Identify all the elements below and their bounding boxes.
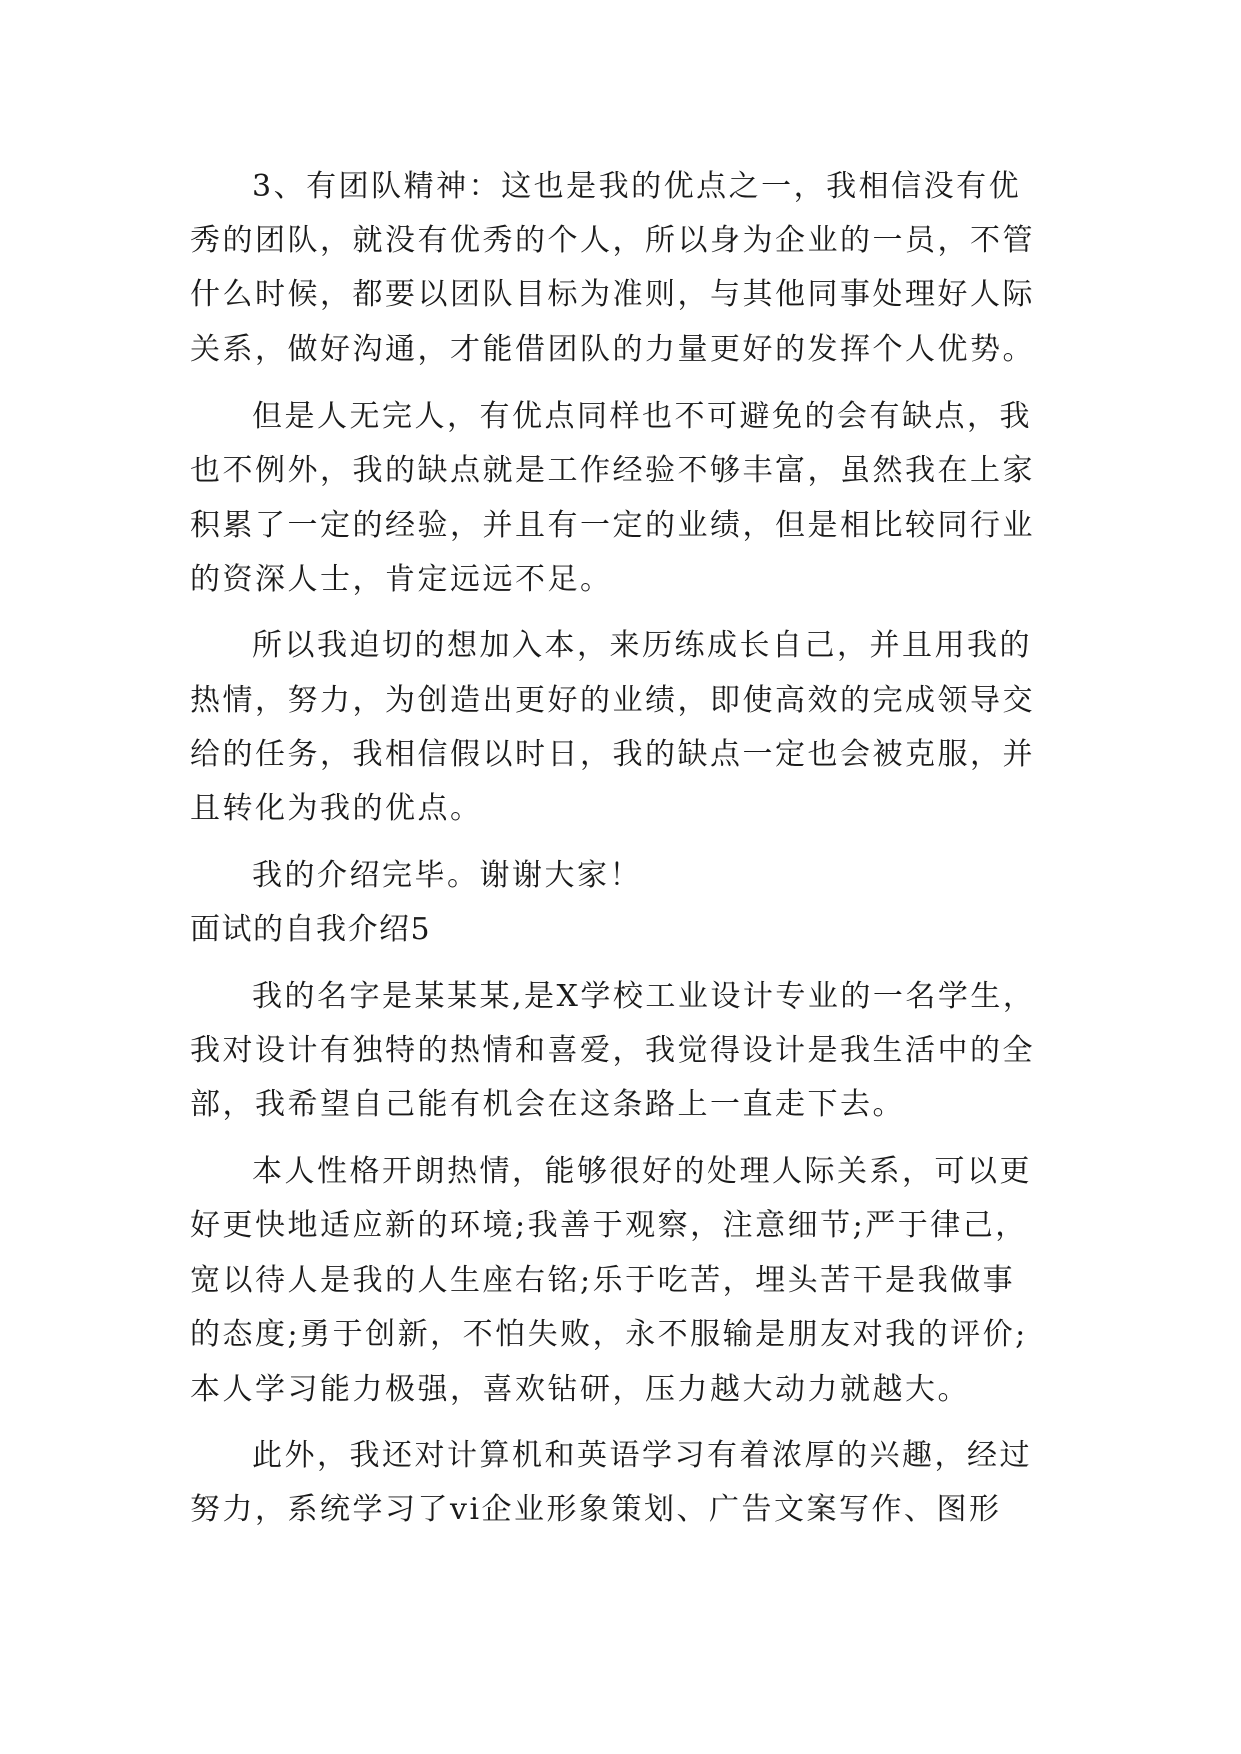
paragraph-2-line-1: 但是人无完人，有优点同样也不可避免的会有缺点，我 (252, 399, 1032, 434)
paragraph-2-line-2: 也不例外，我的缺点就是工作经验不够丰富，虽然我在上家 (190, 453, 1035, 488)
section-paragraph-2-line-3: 宽以待人是我的人生座右铭;乐于吃苦，埋头苦干是我做事 (190, 1263, 1016, 1298)
paragraph-4-line-1: 我的介绍完毕。谢谢大家！ (252, 858, 642, 893)
paragraph-1-line-1: 3、有团队精神：这也是我的优点之一，我相信没有优 (252, 169, 1022, 204)
section-title: 面试的自我介绍5 (190, 912, 432, 947)
section-paragraph-3-line-1: 此外，我还对计算机和英语学习有着浓厚的兴趣，经过 (252, 1438, 1032, 1473)
paragraph-2-line-4: 的资深人士，肯定远远不足。 (190, 562, 613, 597)
paragraph-1-line-4: 关系，做好沟通，才能借团队的力量更好的发挥个人优势。 (190, 332, 1035, 367)
paragraph-3-line-2: 热情，努力，为创造出更好的业绩，即使高效的完成领导交 (190, 683, 1035, 718)
section-paragraph-2-line-1: 本人性格开朗热情，能够很好的处理人际关系，可以更 (252, 1154, 1032, 1189)
section-paragraph-2-line-4: 的态度;勇于创新，不怕失败，永不服输是朋友对我的评价; (190, 1317, 1028, 1352)
paragraph-3-line-3: 给的任务，我相信假以时日，我的缺点一定也会被克服，并 (190, 737, 1035, 772)
paragraph-1-line-2: 秀的团队，就没有优秀的个人，所以身为企业的一员，不管 (190, 223, 1035, 258)
section-paragraph-1-line-1: 我的名字是某某某,是X学校工业设计专业的一名学生， (252, 979, 1036, 1014)
paragraph-1-line-3: 什么时候，都要以团队目标为准则，与其他同事处理好人际 (190, 277, 1035, 312)
section-paragraph-3-line-2: 努力，系统学习了vi企业形象策划、广告文案写作、图形 (190, 1492, 1002, 1527)
section-paragraph-1-line-2: 我对设计有独特的热情和喜爱，我觉得设计是我生活中的全 (190, 1033, 1035, 1068)
section-paragraph-1-line-3: 部，我希望自己能有机会在这条路上一直走下去。 (190, 1087, 905, 1122)
paragraph-3-line-1: 所以我迫切的想加入本，来历练成长自己，并且用我的 (252, 628, 1032, 663)
paragraph-3-line-4: 且转化为我的优点。 (190, 791, 483, 826)
section-paragraph-2-line-5: 本人学习能力极强，喜欢钻研，压力越大动力就越大。 (190, 1372, 970, 1407)
paragraph-2-line-3: 积累了一定的经验，并且有一定的业绩，但是相比较同行业 (190, 508, 1035, 543)
section-paragraph-2-line-2: 好更快地适应新的环境;我善于观察，注意细节;严于律己， (190, 1208, 1028, 1243)
